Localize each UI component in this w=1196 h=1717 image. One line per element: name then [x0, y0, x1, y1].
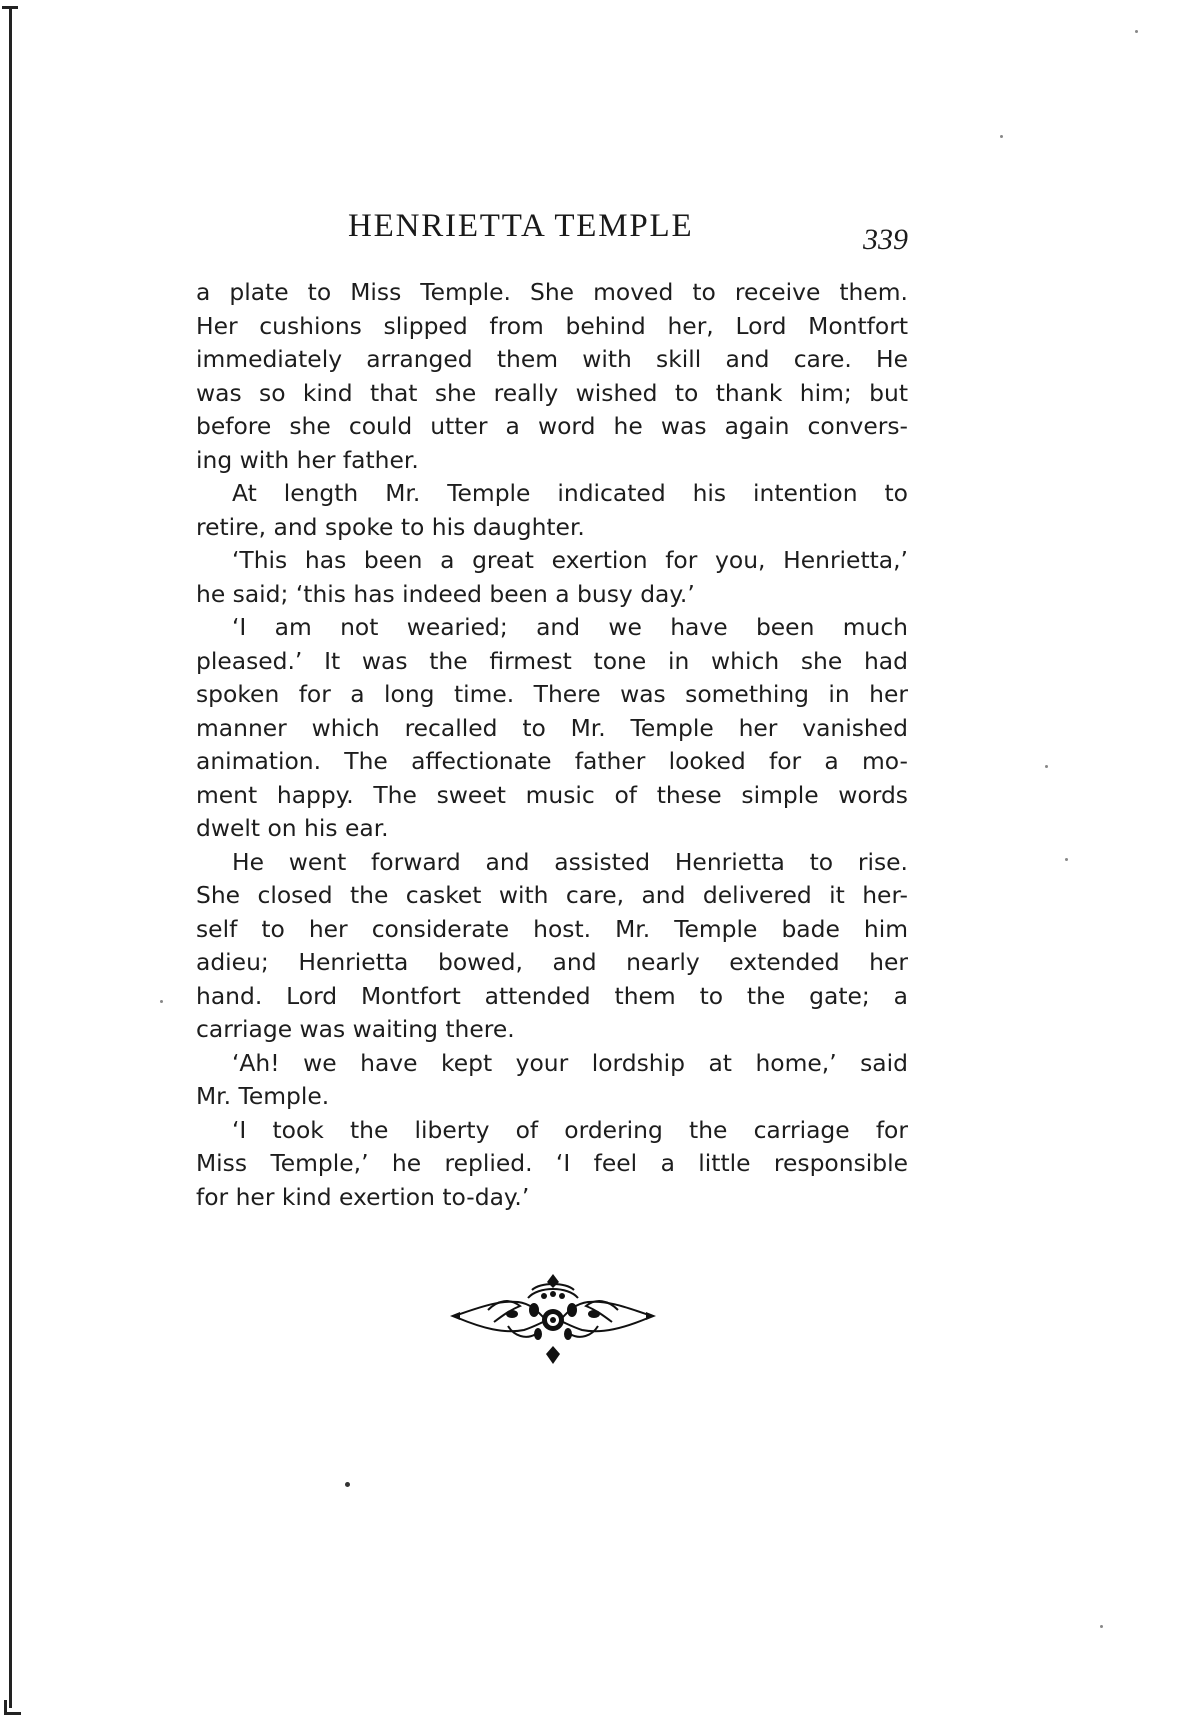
binding-edge-foot — [4, 1700, 21, 1715]
text-line: ment happy. The sweet music of these simple words — [196, 780, 908, 809]
text-line: She closed the casket with care, and delivered it her- — [196, 881, 908, 909]
text-line: ing with her father. — [196, 445, 419, 474]
binding-edge-line — [9, 8, 12, 1708]
text-line: before she could utter a word he was again convers- — [196, 412, 908, 440]
body-text — [196, 276, 908, 1214]
text-line: he said; ‘this has indeed been a busy day.’ — [196, 579, 695, 608]
text-line: self to her considerate host. Mr. Temple bade him — [196, 914, 908, 943]
print-speck — [1000, 135, 1003, 138]
running-title: HENRIETTA TEMPLE — [348, 208, 694, 244]
text-line: was so kind that she really wished to thank him; but — [196, 378, 908, 407]
floral-tailpiece-ornament-icon — [448, 1270, 658, 1366]
text-line: Miss Temple,’ he replied. ‘I feel a little responsible — [196, 1149, 908, 1177]
text-line: At length Mr. Temple indicated his intention to — [232, 479, 908, 507]
text-line: for her kind exertion to-day.’ — [196, 1182, 530, 1211]
text-line: immediately arranged them with skill and care. He — [196, 345, 908, 373]
print-speck — [1065, 858, 1068, 861]
text-line: pleased.’ It was the firmest tone in which she had — [196, 646, 908, 675]
text-line: He went forward and assisted Henrietta to rise. — [232, 847, 908, 876]
text-line: retire, and spoke to his daughter. — [196, 512, 585, 541]
page-number: 339 — [863, 223, 908, 256]
print-speck — [345, 1482, 350, 1487]
text-line: ‘This has been a great exertion for you, Henrietta,’ — [232, 546, 908, 574]
text-line: ‘I am not wearied; and we have been much — [232, 613, 908, 641]
text-line: hand. Lord Montfort attended them to the gate; a — [196, 981, 908, 1010]
text-line: a plate to Miss Temple. She moved to receive them. — [196, 278, 908, 306]
text-line: Her cushions slipped from behind her, Lord Montfort — [196, 311, 908, 340]
print-speck — [160, 1000, 163, 1003]
print-speck — [1100, 1625, 1103, 1628]
print-speck — [1045, 765, 1048, 768]
text-line: carriage was waiting there. — [196, 1015, 515, 1043]
text-line: spoken for a long time. There was something in her — [196, 680, 908, 708]
text-line: ‘I took the liberty of ordering the carriage for — [232, 1115, 908, 1144]
print-speck — [1135, 30, 1138, 33]
text-line: ‘Ah! we have kept your lordship at home,’ said — [232, 1048, 908, 1077]
text-line: Mr. Temple. — [196, 1082, 330, 1110]
text-line: adieu; Henrietta bowed, and nearly extended her — [196, 948, 908, 976]
text-line: animation. The affectionate father looked for a mo- — [196, 747, 908, 775]
text-line: dwelt on his ear. — [196, 814, 389, 842]
text-line: manner which recalled to Mr. Temple her vanished — [196, 713, 908, 742]
page-header — [196, 208, 908, 260]
